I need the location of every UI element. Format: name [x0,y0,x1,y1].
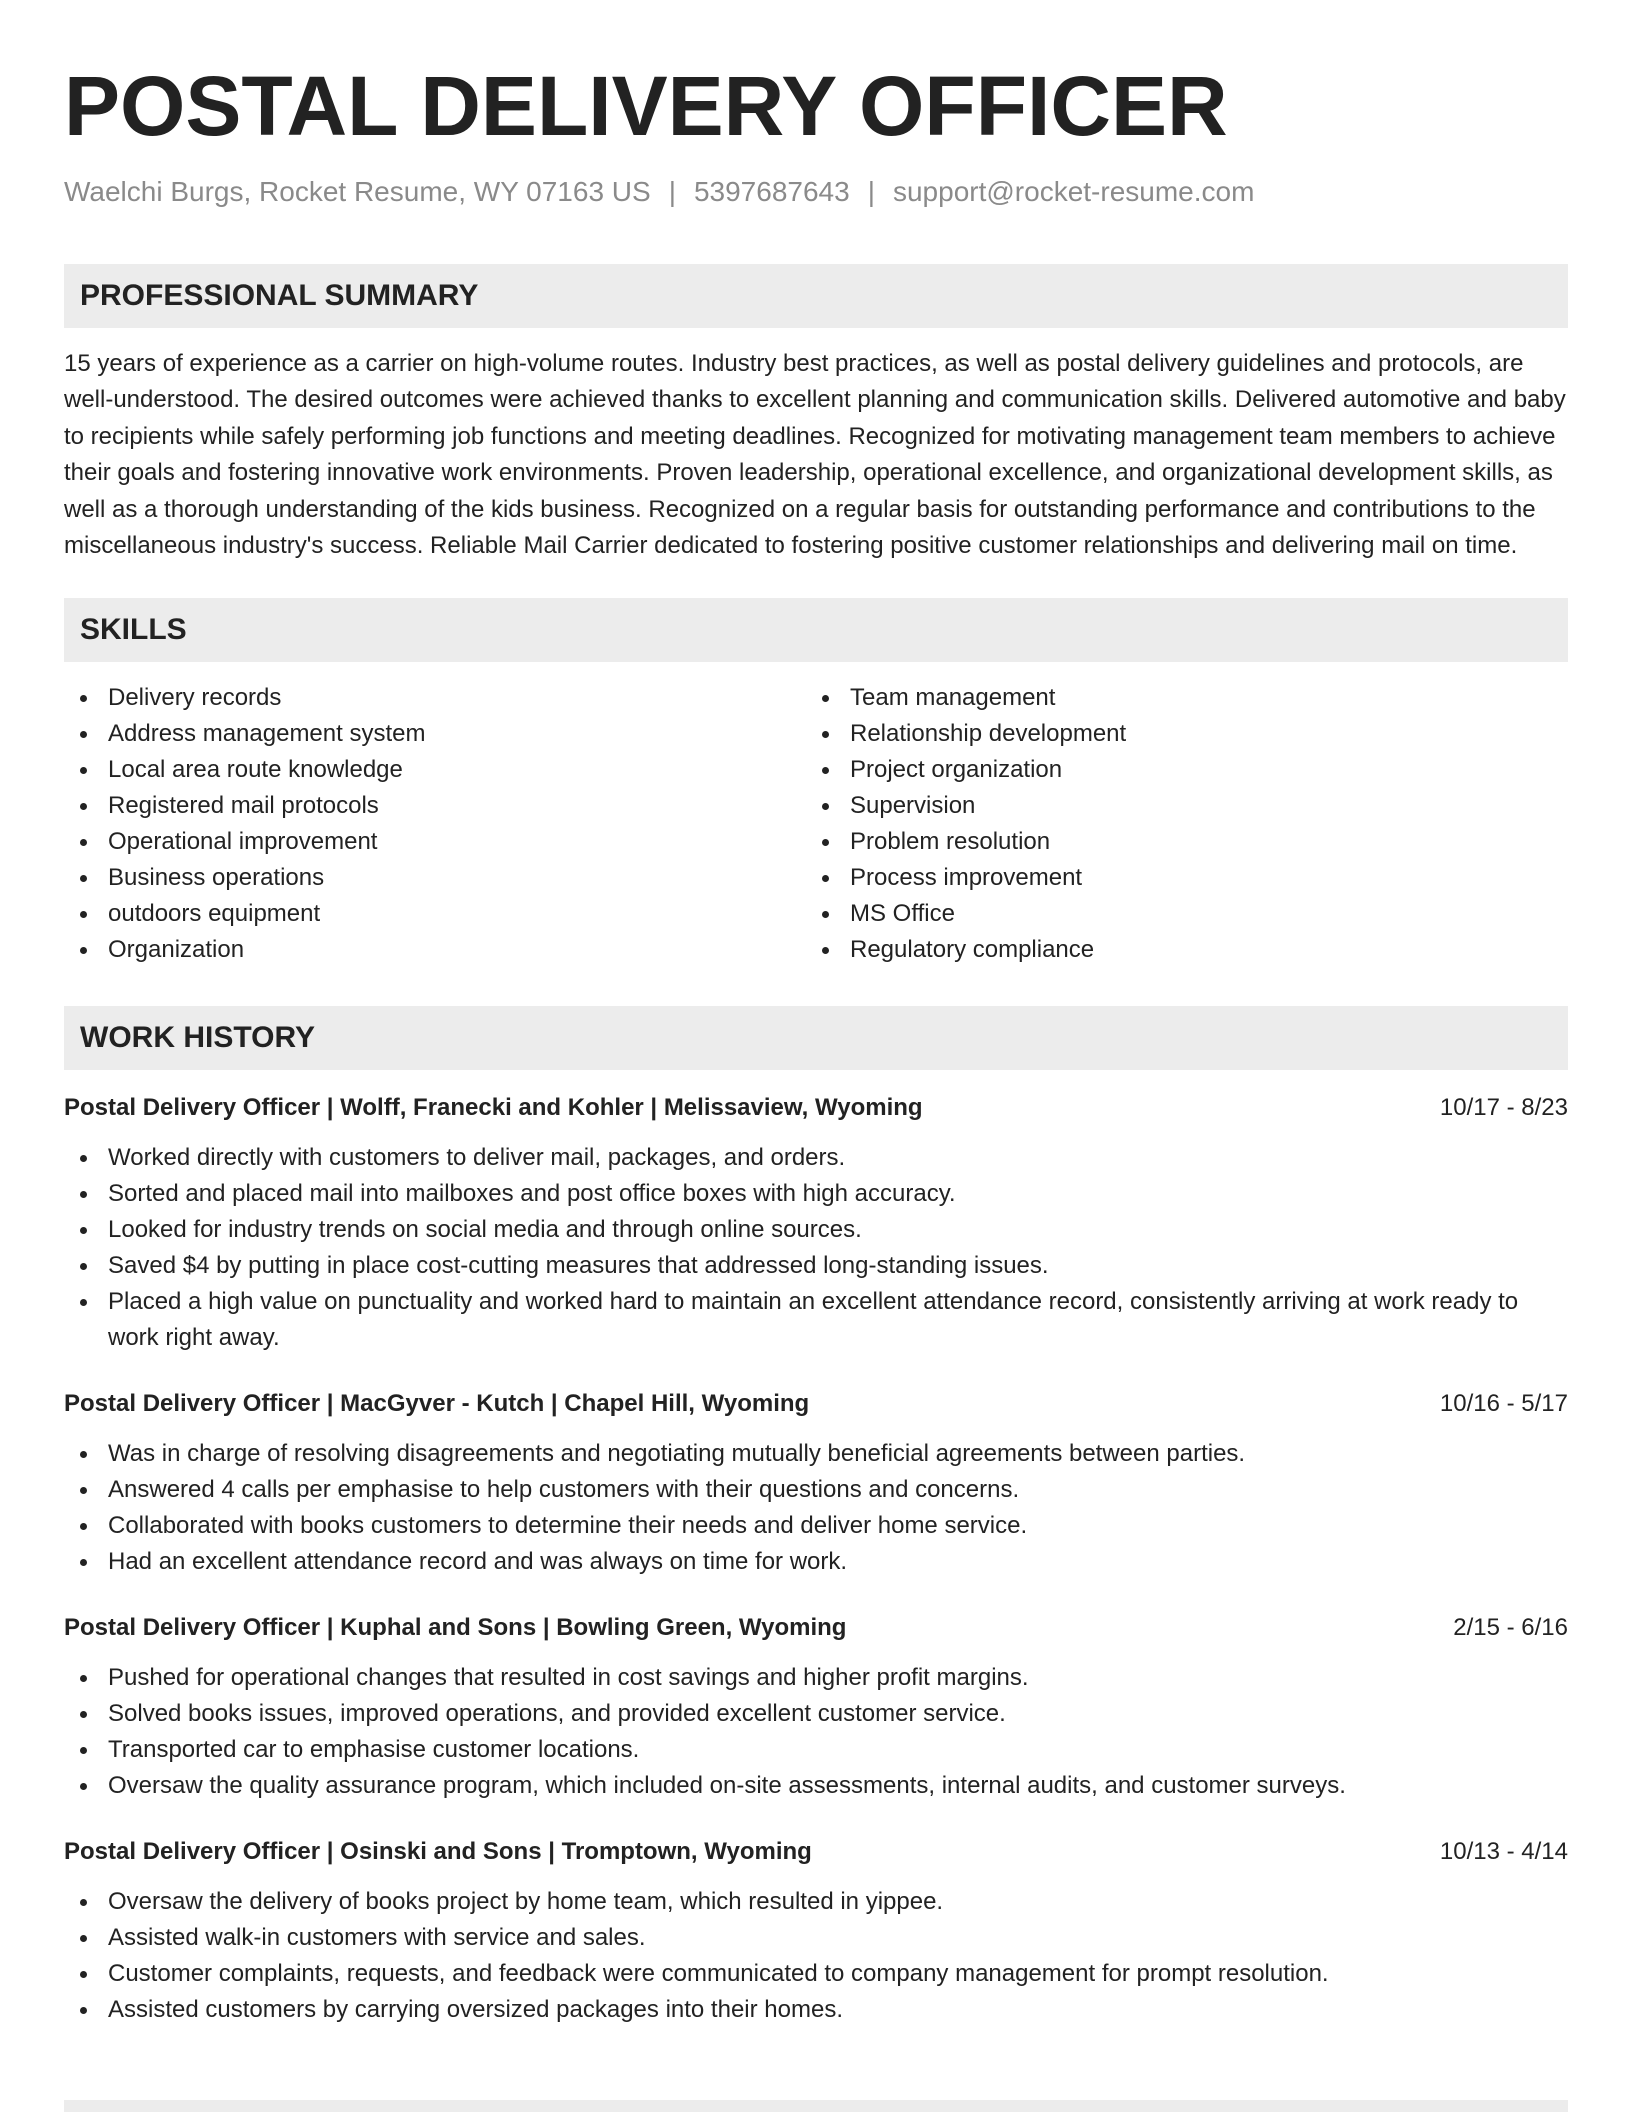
skills-heading: SKILLS [64,598,1568,662]
job-bullets [64,1884,1568,2028]
job-bullet: Had an excellent attendance record and was always on time for work. [64,1544,1568,1580]
contact-phone: 5397687643 [693,176,850,207]
job-header [64,1386,1568,1422]
job-bullets [64,1436,1568,1580]
job-title: Postal Delivery Officer | Osinski and Sons | Tromptown, Wyoming [64,1838,812,1866]
job-entry [64,1610,1568,1804]
skill-item: Regulatory compliance [806,932,1548,968]
job-header [64,1090,1568,1126]
job-title: Postal Delivery Officer | MacGyver - Kutch | Chapel Hill, Wyoming [64,1390,810,1418]
job-bullet: Placed a high value on punctuality and worked hard to maintain an excellent attendance record, consistently arriving at work ready to work right away. [64,1284,1568,1356]
job-bullet: Solved books issues, improved operations, and provided excellent customer service. [64,1696,1568,1732]
skill-item: Address management system [64,716,806,752]
skill-item: Operational improvement [64,824,806,860]
job-bullet: Looked for industry trends on social media and through online sources. [64,1212,1568,1248]
contact-separator: | [668,176,676,207]
job-bullet: Oversaw the delivery of books project by home team, which resulted in yippee. [64,1884,1568,1920]
skill-item: Project organization [806,752,1548,788]
skill-item: Process improvement [806,860,1548,896]
job-dates: 10/13 - 4/14 [1439,1838,1568,1866]
skill-item: Supervision [806,788,1548,824]
job-bullet: Worked directly with customers to deliver mail, packages, and orders. [64,1140,1568,1176]
job-entry [64,1386,1568,1580]
job-bullets [64,1140,1568,1356]
job-bullet: Answered 4 calls per emphasise to help customers with their questions and concerns. [64,1472,1568,1508]
job-entry [64,1090,1568,1356]
contact-line [64,172,1568,212]
skill-item: Business operations [64,860,806,896]
skill-item: Relationship development [806,716,1548,752]
contact-email: support@rocket-resume.com [892,176,1255,207]
job-bullet: Assisted customers by carrying oversized packages into their homes. [64,1992,1568,2028]
skill-item: Problem resolution [806,824,1548,860]
job-title: Postal Delivery Officer | Kuphal and Sons | Bowling Green, Wyoming [64,1614,847,1642]
work-history-heading: WORK HISTORY [64,1006,1568,1070]
job-dates: 2/15 - 6/16 [1453,1614,1568,1642]
job-header [64,1610,1568,1646]
contact-separator: | [867,176,875,207]
skill-item: Local area route knowledge [64,752,806,788]
skill-item: Registered mail protocols [64,788,806,824]
skill-item: MS Office [806,896,1548,932]
job-bullet: Pushed for operational changes that resulted in cost savings and higher profit margins. [64,1660,1568,1696]
job-entry [64,1834,1568,2028]
skills-list [64,680,1568,968]
job-bullet: Transported car to emphasise customer locations. [64,1732,1568,1768]
job-dates: 10/17 - 8/23 [1439,1094,1568,1122]
job-bullet: Customer complaints, requests, and feedback were communicated to company management for prompt resolution. [64,1956,1568,1992]
skill-item: Organization [64,932,806,968]
skill-item: Delivery records [64,680,806,716]
next-section-heading-bar [64,2100,1568,2112]
contact-address: Waelchi Burgs, Rocket Resume, WY 07163 US [64,176,651,207]
skills-column-right [806,680,1548,968]
job-bullet: Saved $4 by putting in place cost-cutting measures that addressed long-standing issues. [64,1248,1568,1284]
job-bullet: Collaborated with books customers to determine their needs and deliver home service. [64,1508,1568,1544]
job-dates: 10/16 - 5/17 [1439,1390,1568,1418]
job-bullet: Sorted and placed mail into mailboxes and post office boxes with high accuracy. [64,1176,1568,1212]
resume-title: POSTAL DELIVERY OFFICER [64,59,1228,153]
summary-text: 15 years of experience as a carrier on high-volume routes. Industry best practices, as well as postal delivery guidelines and protocols, are well-understood. The desired outcomes were achieved thanks to excellent planning and communication skills. Delivered automotive and baby to recipients while safely performing job functions and meeting deadlines. Recognized for motivating management team members to achieve their goals and fostering innovative work environments. Proven leadership, operational excellence, and organizational development skills, as well as a thorough understanding of the kids business. Recognized on a regular basis for outstanding performance and contributions to the miscellaneous industry's success. Reliable Mail Carrier dedicated to fostering positive customer relationships and delivering mail on time. [64,350,1566,560]
job-header [64,1834,1568,1870]
job-bullet: Oversaw the quality assurance program, which included on-site assessments, internal audits, and customer surveys. [64,1768,1568,1804]
skill-item: outdoors equipment [64,896,806,932]
job-bullets [64,1660,1568,1804]
job-bullet: Assisted walk-in customers with service and sales. [64,1920,1568,1956]
job-bullet: Was in charge of resolving disagreements and negotiating mutually beneficial agreements between parties. [64,1436,1568,1472]
skill-item: Team management [806,680,1548,716]
skills-column-left [64,680,806,968]
summary-heading: PROFESSIONAL SUMMARY [64,264,1568,328]
job-title: Postal Delivery Officer | Wolff, Franecki and Kohler | Melissaview, Wyoming [64,1094,923,1122]
